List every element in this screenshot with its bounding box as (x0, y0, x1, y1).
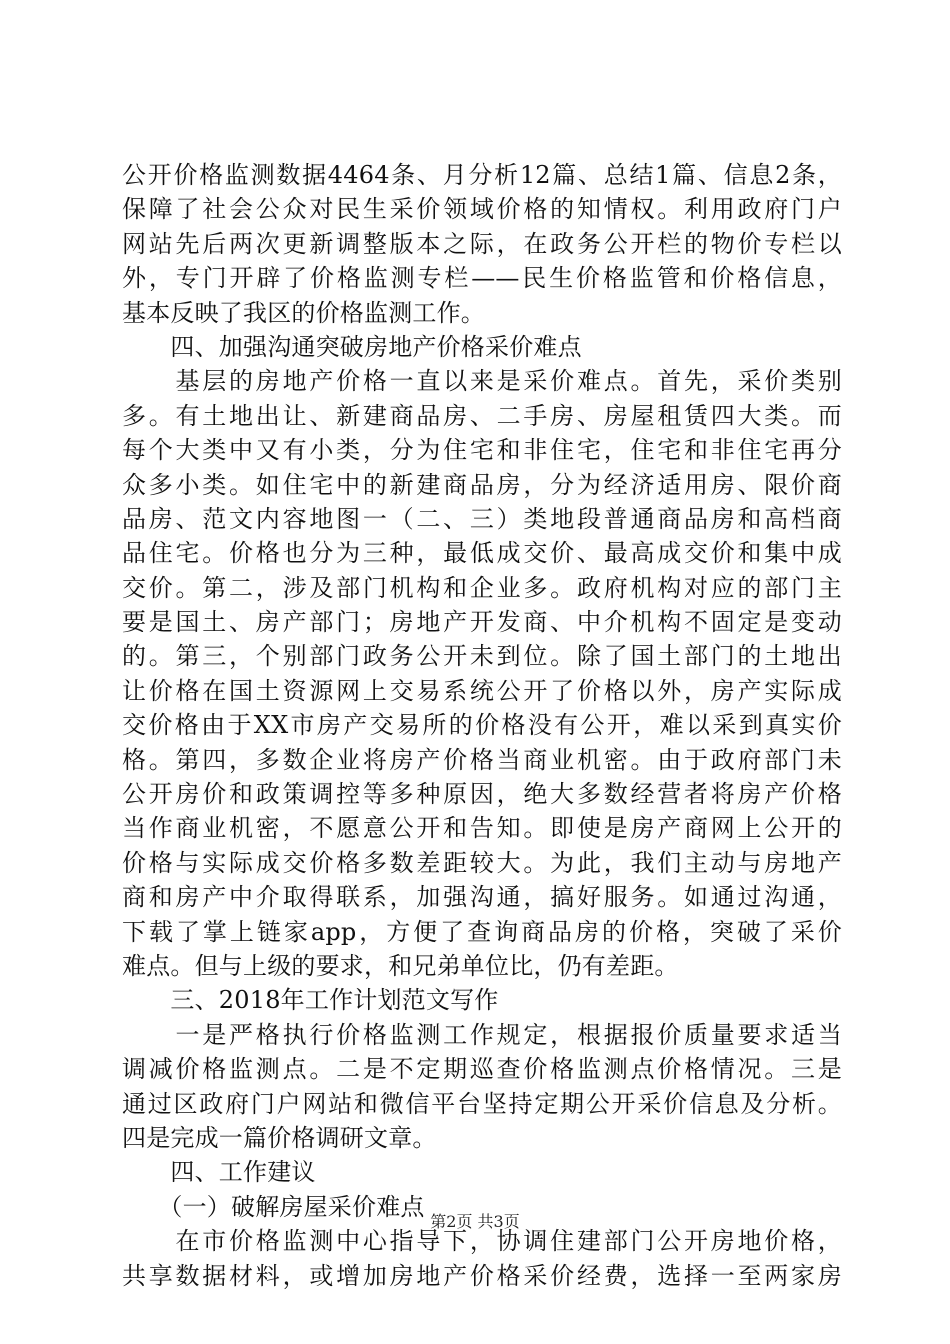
document-body (122, 158, 842, 1293)
text-line: 通过区政府门户网站和微信平台坚持定期公开采价信息及分析。 (122, 1089, 842, 1118)
text-line: 网站先后两次更新调整版本之际，在政务公开栏的物价专栏以 (122, 229, 842, 258)
text-line: 交价。第二，涉及部门机构和企业多。政府机构对应的部门主 (122, 573, 842, 602)
text-line: 商和房产中介取得联系，加强沟通，搞好服务。如通过沟通， (122, 883, 842, 912)
text-line: 品住宅。价格也分为三种，最低成交价、最高成交价和集中成 (122, 539, 842, 568)
subsection-heading: （一）破解房屋采价难点 (122, 1192, 425, 1221)
text-line: 公开房价和政策调控等多种原因，绝大多数经营者将房产价格 (122, 780, 842, 809)
section-heading: 三、2018年工作计划范文写作 (122, 986, 499, 1015)
text-line: 格。第四，多数企业将房产价格当商业机密。由于政府部门未 (122, 745, 842, 774)
text-line: 每个大类中又有小类，分为住宅和非住宅，住宅和非住宅再分 (122, 436, 842, 465)
text-line: 共享数据材料，或增加房地产价格采价经费，选择一至两家房 (122, 1261, 842, 1290)
text-line: 当作商业机密，不愿意公开和告知。即使是房产商网上公开的 (122, 814, 842, 843)
text-line: 基本反映了我区的价格监测工作。 (122, 298, 485, 327)
text-line: 一是严格执行价格监测工作规定，根据报价质量要求适当 (122, 1020, 842, 1049)
text-line: 要是国土、房产部门；房地产开发商、中介机构不固定是变动 (122, 608, 842, 637)
text-line: 的。第三，个别部门政务公开未到位。除了国土部门的土地出 (122, 642, 842, 671)
text-line: 公开价格监测数据4464条、月分析12篇、总结1篇、信息2条， (122, 161, 842, 189)
text-line: 众多小类。如住宅中的新建商品房，分为经济适用房、限价商 (122, 470, 842, 499)
text-line: 在市价格监测中心指导下，协调住建部门公开房地价格， (122, 1227, 842, 1256)
section-heading: 四、工作建议 (122, 1158, 316, 1187)
text-line: 价格与实际成交价格多数差距较大。为此，我们主动与房地产 (122, 848, 842, 877)
text-line: 品房、范文内容地图一（二、三）类地段普通商品房和高档商 (122, 504, 842, 533)
text-line: 外，专门开辟了价格监测专栏——民生价格监管和价格信息， (122, 264, 842, 293)
page-footer (0, 1212, 950, 1232)
text-line: 难点。但与上级的要求，和兄弟单位比，仍有差距。 (122, 951, 679, 980)
text-line: 保障了社会公众对民生采价领域价格的知情权。利用政府门户 (122, 195, 842, 224)
text-line: 调减价格监测点。二是不定期巡查价格监测点价格情况。三是 (122, 1055, 842, 1084)
text-line: 交价格由于XX市房产交易所的价格没有公开，难以采到真实价 (122, 711, 842, 740)
page-number: 第2页 共3页 (430, 1212, 520, 1231)
text-line: 多。有土地出让、新建商品房、二手房、房屋租赁四大类。而 (122, 401, 842, 430)
section-heading: 四、加强沟通突破房地产价格采价难点 (122, 332, 582, 361)
text-line: 下载了掌上链家app，方便了查询商品房的价格，突破了采价 (122, 917, 842, 946)
text-line: 四是完成一篇价格调研文章。 (122, 1123, 437, 1152)
text-line: 基层的房地产价格一直以来是采价难点。首先，采价类别 (122, 367, 842, 396)
text-line: 让价格在国土资源网上交易系统公开了价格以外，房产实际成 (122, 676, 842, 705)
